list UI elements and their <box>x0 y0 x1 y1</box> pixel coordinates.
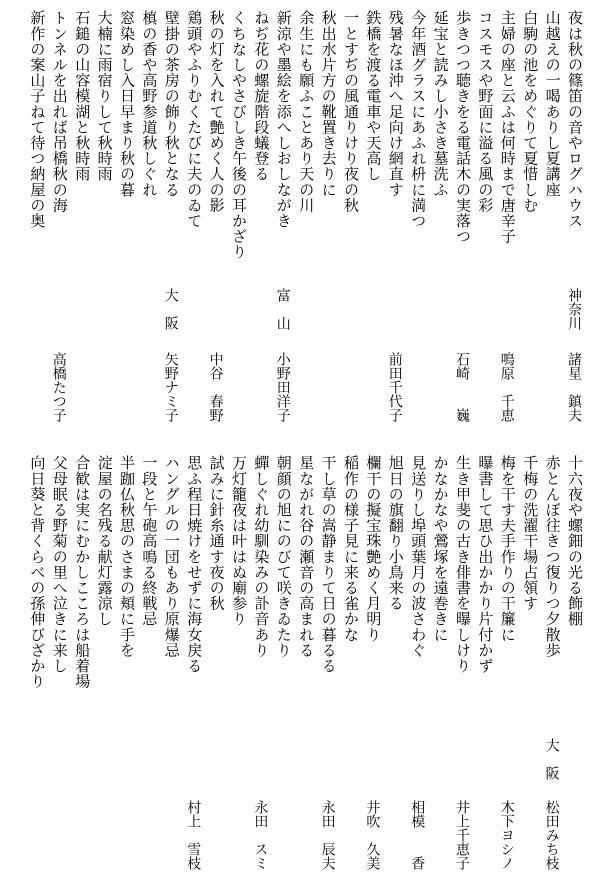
haiku-line: かなかなや鶯塚を遠巻きに <box>431 455 450 643</box>
author-name: 松田みち枝 <box>543 800 560 870</box>
haiku-line: 曝書して思ひ出かかり片付かず <box>476 455 495 674</box>
haiku-line: 十六夜や螺鈿の光る飾棚 <box>566 455 584 627</box>
haiku-line: 槙の香や高野参道秋しぐれ <box>140 10 159 198</box>
haiku-line: コスモスや野面に溢る風の彩 <box>476 10 495 213</box>
haiku-line: 干し草の嵩静まりて日の暮るる <box>319 455 338 674</box>
haiku-line: 白駒の池をめぐりて夏惜しむ <box>521 10 540 213</box>
haiku-line: 朝顔の旭にのびて咲きゐたり <box>274 455 293 658</box>
haiku-line: 思ふ程日焼けをせずに海女戻る <box>185 455 204 674</box>
author-name: 中谷 春野 <box>207 352 224 422</box>
haiku-line: 壁掛の茶房の飾り秋となる <box>162 10 181 198</box>
haiku-line: 鶏頭やふりむくたびに夫のゐて <box>185 10 204 229</box>
haiku-line: 山越えの一喝ありし夏講座 <box>543 10 562 198</box>
haiku-line: 歩きつつ聴きをる電話木の実落つ <box>454 10 472 244</box>
author-name: 井吹 久美 <box>364 800 381 870</box>
author-name: 諸星 鎮夫 <box>566 352 582 422</box>
author-name: 矢野ナミ子 <box>162 352 179 422</box>
haiku-line: 欄干の擬宝珠艶めく月明り <box>364 455 383 643</box>
haiku-line: 鉄橋を渡る電車や天高し <box>364 10 383 182</box>
haiku-line: 向日葵と背くらべの孫伸びざかり <box>28 455 47 689</box>
haiku-line: 万灯籠夜は叶はぬ廟参り <box>230 455 248 627</box>
haiku-line: 半跏仏秋思のさまの頬に手を <box>118 455 136 658</box>
haiku-line: 一段と午砲高鳴る終戦忌 <box>140 455 159 627</box>
haiku-line: 一とすぢの風通りけり夜の秋 <box>342 10 360 213</box>
haiku-line: ねぢ花の螺旋階段蟻登る <box>252 10 271 182</box>
author-name: 石崎 巍 <box>454 352 470 422</box>
region-label: 大 阪 <box>162 288 179 330</box>
region-label: 大 阪 <box>543 738 560 780</box>
haiku-line: 今年酒グラスにあふれ枡に満つ <box>409 10 428 229</box>
haiku-line: 梅を干す夫手作りの干簾に <box>498 455 517 643</box>
haiku-line: 千梅の洗濯干場占領す <box>521 455 540 611</box>
haiku-line: 夜は秋の篠笛の音やログハウス <box>566 10 584 229</box>
author-name: 鳴原 千恵 <box>498 352 515 422</box>
region-label: 富 山 <box>274 288 291 330</box>
haiku-line: トンネルを出れば吊橋秋の海 <box>50 10 69 213</box>
haiku-line: 窓染めし入日早まり秋の暮 <box>118 10 136 198</box>
author-name: 永田 スミ <box>252 800 269 870</box>
haiku-line: くちなしやさびしき午後の耳かざり <box>230 10 248 260</box>
haiku-line: 延宝と読みし小さき墓洗ふ <box>431 10 450 198</box>
author-name: 前田千代子 <box>386 352 403 422</box>
author-name: 相模 香 <box>409 800 426 870</box>
haiku-line: 余生にも願ふことあり天の川 <box>297 10 316 213</box>
haiku-line: 蟬しぐれ幼馴染みの訃音あり <box>252 455 271 658</box>
haiku-line: 生き甲斐の古き俳書を曝しけり <box>454 455 472 674</box>
haiku-line: 稲作の様子見に来る雀かな <box>342 455 360 643</box>
haiku-line: 大楠に雨宿りして秋時雨 <box>95 10 114 182</box>
haiku-line: 父母眠る野菊の里へ泣きに来し <box>50 455 69 674</box>
author-name: 木下ヨシノ <box>498 800 515 870</box>
author-name: 小野田洋子 <box>274 352 291 422</box>
haiku-line: 秋の灯を入れて艶めく人の影 <box>207 10 226 213</box>
haiku-line: 淀屋の名残る献灯露涼し <box>95 455 114 627</box>
region-label: 神奈川 <box>566 288 582 330</box>
haiku-line: 石鎚の山容模湖と秋時雨 <box>73 10 92 182</box>
haiku-line: 試みに針糸通す夜の秋 <box>207 455 226 611</box>
haiku-line: 旭日の旗翻り小鳥来る <box>386 455 405 611</box>
author-name: 井上千恵子 <box>454 800 470 870</box>
haiku-line: 主婦の座と云ふは何時まで唐辛子 <box>498 10 517 244</box>
haiku-line: ハングルの一団もあり原爆忌 <box>162 455 181 658</box>
haiku-line: 合歓は実にむかしこころは船着場 <box>73 455 92 689</box>
author-name: 永田 辰夫 <box>319 800 336 870</box>
haiku-line: 星ながれ谷の瀬音の高まれる <box>297 455 316 658</box>
author-name: 高橋たつ子 <box>50 352 67 422</box>
haiku-line: 新作の案山子ねて待つ納屋の奥 <box>28 10 47 229</box>
haiku-line: 新涼や墨絵を添へしおしながき <box>274 10 293 229</box>
haiku-line: 見送りし埠頭葉月の波さわぐ <box>409 455 428 658</box>
haiku-line: 秋出水片方の靴置き去りに <box>319 10 338 198</box>
haiku-line: 残暑なほ沖へ足向け網直す <box>386 10 405 198</box>
haiku-line: 赤とんぼ往きつ復りつ夕散歩 <box>543 455 562 658</box>
author-name: 村上 雪枝 <box>185 800 202 870</box>
